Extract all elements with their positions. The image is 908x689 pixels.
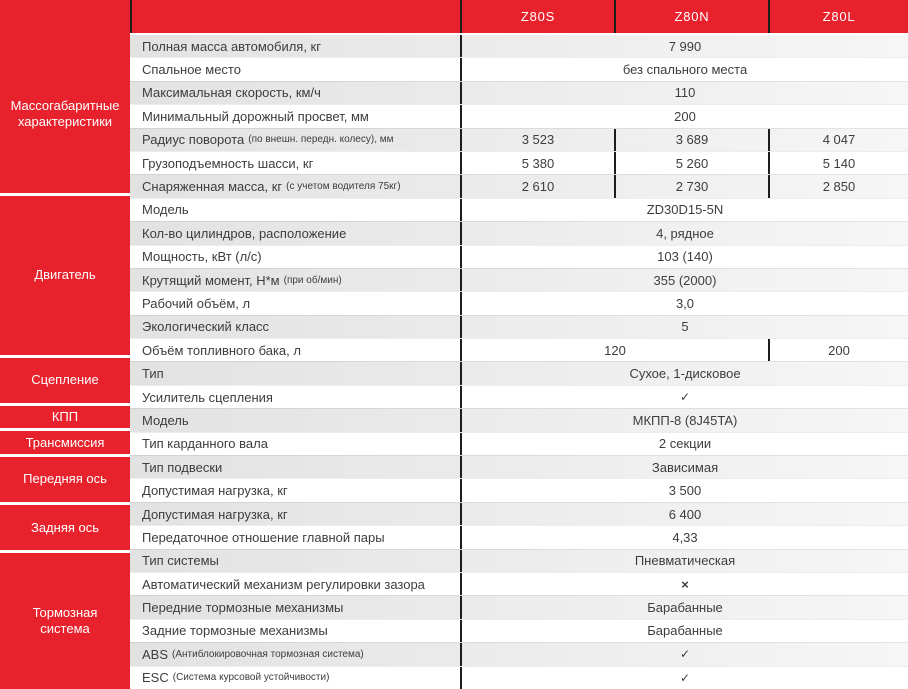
value-cell: 4,33	[672, 529, 698, 545]
value-cell: ZD30D15-5N	[646, 202, 724, 218]
check-icon: ✓	[679, 390, 691, 405]
value-cell-z80l: 2 850	[768, 175, 908, 197]
value-area	[460, 526, 908, 548]
value-area	[460, 643, 908, 665]
value-area	[460, 620, 908, 642]
param-cell: Тип подвески	[142, 459, 223, 475]
value-cell: 3,0	[675, 295, 695, 311]
table-body	[130, 35, 908, 689]
param-cell: Тип системы	[142, 553, 219, 569]
param-cell: Допустимая нагрузка, кг	[142, 506, 288, 522]
value-cell	[462, 386, 908, 408]
value-cell-z80s: 3 523	[521, 132, 555, 148]
value-cell: Барабанные	[647, 623, 723, 639]
value-area	[460, 667, 908, 689]
param-cell: Полная масса автомобиля, кг	[142, 38, 321, 54]
value-cell: 355 (2000)	[653, 272, 717, 288]
table-row	[130, 128, 908, 151]
value-cell-z80n: 5 260	[614, 152, 768, 174]
value-cell	[462, 667, 908, 689]
category-mass-dimensions: Массогабаритные характеристики	[0, 35, 130, 193]
value-area	[460, 339, 908, 361]
value-area	[460, 152, 908, 174]
value-area	[460, 199, 908, 221]
table-row	[130, 245, 908, 268]
table-row	[130, 174, 908, 197]
param-cell: Тип	[142, 366, 164, 382]
table-row	[130, 338, 908, 361]
table-row	[130, 595, 908, 618]
check-icon: ✓	[679, 670, 691, 685]
value-cell-z80s: 5 380	[521, 155, 555, 171]
category-rear-axle: Задняя ось	[0, 502, 130, 550]
param-cell: Максимальная скорость, км/ч	[142, 85, 321, 101]
table-row	[130, 455, 908, 478]
param-cell: Минимальный дорожный просвет, мм	[142, 108, 369, 124]
value-cell: 110	[674, 85, 696, 101]
param-cell: Радиус поворота (по внешн. передн. колесу), мм	[142, 132, 394, 148]
value-cell-z80s: 2 610	[521, 179, 555, 195]
column-header-z80n: Z80N	[614, 0, 768, 33]
table-row	[130, 432, 908, 455]
table-main	[130, 0, 908, 689]
category-column	[0, 0, 130, 689]
param-cell: Кол-во цилиндров, расположение	[142, 225, 347, 241]
value-cell-z80l: 5 140	[768, 152, 908, 174]
value-area	[460, 129, 908, 151]
value-area	[460, 550, 908, 572]
param-cell: Грузоподъемность шасси, кг	[142, 155, 314, 171]
value-cell: 3 500	[668, 483, 702, 499]
table-row	[130, 478, 908, 501]
value-cell: Барабанные	[647, 600, 723, 616]
value-cell-z80n: 3 689	[614, 129, 768, 151]
value-area	[460, 573, 908, 595]
table-row	[130, 198, 908, 221]
param-cell: ESC (Система курсовой устойчивости)	[142, 670, 330, 686]
value-area	[460, 269, 908, 291]
model-header-row	[130, 0, 908, 35]
value-area	[460, 35, 908, 57]
value-cell: 5	[681, 319, 689, 335]
value-area	[460, 175, 908, 197]
param-cell: Рабочий объём, л	[142, 295, 251, 311]
value-area	[460, 58, 908, 80]
table-row	[130, 572, 908, 595]
table-row	[130, 549, 908, 572]
value-cell-z80l: 4 047	[768, 129, 908, 151]
table-row	[130, 642, 908, 665]
param-note: (Антиблокировочная тормозная система)	[172, 648, 364, 660]
value-cell: 4, рядное	[656, 225, 714, 241]
value-cell: 103 (140)	[657, 249, 713, 265]
value-area	[460, 433, 908, 455]
value-area	[460, 456, 908, 478]
value-area	[460, 386, 908, 408]
table-row	[130, 361, 908, 384]
table-row	[130, 35, 908, 57]
value-area	[460, 292, 908, 314]
table-row	[130, 408, 908, 431]
value-area	[460, 316, 908, 338]
param-note: (по внешн. передн. колесу), мм	[248, 134, 394, 146]
category-blocks	[0, 35, 130, 689]
param-cell: Автоматический механизм регулировки зазора	[142, 576, 425, 592]
param-note: (Система курсовой устойчивости)	[172, 672, 330, 684]
value-cell: 7 990	[668, 38, 702, 54]
param-note: (с учетом водителя 75кг)	[286, 181, 401, 193]
value-area	[460, 503, 908, 525]
cross-icon: ×	[681, 576, 689, 592]
table-row	[130, 502, 908, 525]
table-row	[130, 81, 908, 104]
category-clutch: Сцепление	[0, 355, 130, 403]
value-cell: МКПП-8 (8J45TA)	[632, 412, 738, 428]
param-cell: Задние тормозные механизмы	[142, 623, 328, 639]
check-icon: ✓	[679, 647, 691, 662]
param-cell: Модель	[142, 412, 189, 428]
category-transmission: Трансмиссия	[0, 428, 130, 454]
value-cell: Пневматическая	[634, 553, 736, 569]
column-header-z80l: Z80L	[768, 0, 908, 33]
value-cell: 2 секции	[658, 436, 712, 452]
value-cell-z80s-z80n: 120	[604, 342, 626, 358]
param-cell: Модель	[142, 202, 189, 218]
table-row	[130, 525, 908, 548]
category-gearbox: КПП	[0, 403, 130, 429]
value-cell-z80n: 2 730	[614, 175, 768, 197]
value-area	[460, 596, 908, 618]
category-brake-system: Тормозная система	[0, 550, 130, 689]
table-row	[130, 104, 908, 127]
value-cell-z80l: 200	[768, 339, 908, 361]
table-row	[130, 221, 908, 244]
value-area	[460, 479, 908, 501]
param-cell: Спальное место	[142, 62, 241, 78]
param-cell: Объём топливного бака, л	[142, 342, 301, 358]
column-header-z80s: Z80S	[460, 0, 614, 33]
value-cell	[462, 643, 908, 665]
param-cell: Тип карданного вала	[142, 436, 268, 452]
value-cell: Сухое, 1-дисковое	[629, 366, 741, 382]
table-row	[130, 291, 908, 314]
table-row	[130, 315, 908, 338]
param-cell: ABS (Антиблокировочная тормозная система)	[142, 646, 364, 662]
param-cell: Усилитель сцепления	[142, 389, 273, 405]
value-area	[460, 222, 908, 244]
value-cell: Зависимая	[651, 459, 719, 475]
parameter-header-stub	[130, 0, 460, 33]
param-note: (при об/мин)	[283, 274, 342, 286]
value-cell	[462, 573, 908, 595]
value-area	[460, 105, 908, 127]
category-engine: Двигатель	[0, 193, 130, 354]
value-cell: 200	[674, 108, 696, 124]
param-cell: Снаряженная масса, кг (с учетом водителя 75кг)	[142, 179, 401, 195]
param-cell: Крутящий момент, Н*м (при об/мин)	[142, 272, 342, 288]
value-area	[460, 82, 908, 104]
table-row	[130, 619, 908, 642]
value-area	[460, 409, 908, 431]
value-cell: без спального места	[622, 62, 748, 78]
category-column-header-stub	[0, 0, 130, 35]
table-row	[130, 666, 908, 689]
param-cell: Допустимая нагрузка, кг	[142, 483, 288, 499]
param-cell: Передаточное отношение главной пары	[142, 529, 385, 545]
value-area	[460, 362, 908, 384]
param-cell: Экологический класс	[142, 319, 270, 335]
category-front-axle: Передняя ось	[0, 454, 130, 502]
value-area	[460, 246, 908, 268]
table-row	[130, 385, 908, 408]
value-cell: 6 400	[668, 506, 702, 522]
table-row	[130, 57, 908, 80]
param-cell: Передние тормозные механизмы	[142, 600, 344, 616]
param-cell: Мощность, кВт (л/с)	[142, 249, 262, 265]
table-row	[130, 151, 908, 174]
table-row	[130, 268, 908, 291]
